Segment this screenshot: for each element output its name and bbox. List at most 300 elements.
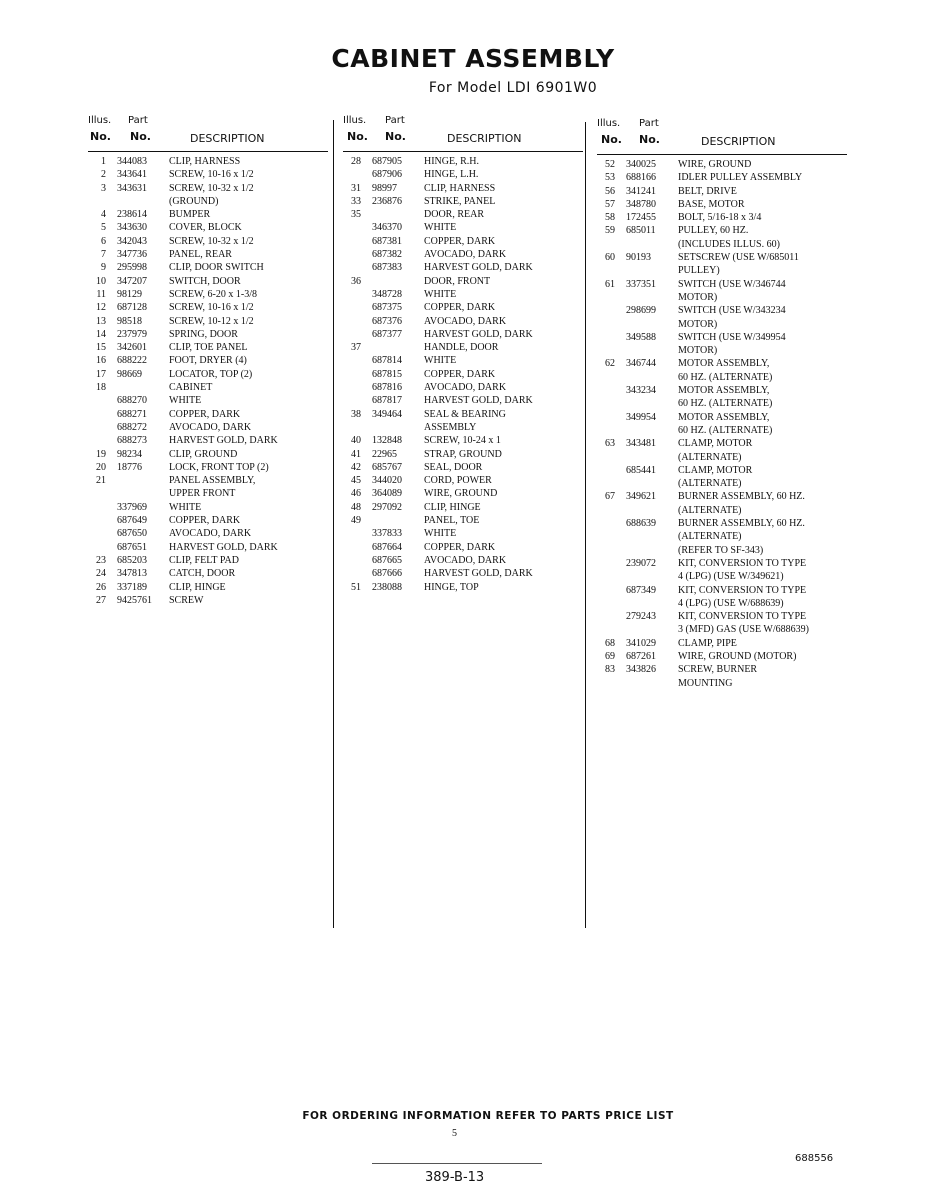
table-row (597, 304, 847, 317)
part-description: SWITCH (USE W/346744 (678, 278, 786, 290)
part-description: BOLT, 5/16-18 x 3/4 (678, 212, 762, 224)
part-number: 687651 (117, 541, 147, 553)
table-row (597, 344, 847, 357)
illus-number: 2 (101, 169, 106, 181)
illus-number: 83 (605, 664, 615, 676)
table-row (88, 554, 328, 567)
illus-number: 57 (605, 198, 615, 210)
table-row (88, 168, 328, 181)
part-description: WHITE (169, 501, 202, 513)
table-row (597, 597, 847, 610)
table-row (597, 623, 847, 636)
part-description: (INCLUDES ILLUS. 60) (678, 238, 780, 250)
table-row (343, 182, 583, 195)
part-description: HINGE, R.H. (424, 156, 479, 167)
table-row (597, 677, 847, 690)
part-description: COPPER, DARK (424, 235, 496, 247)
part-description: CLIP, HINGE (169, 581, 226, 593)
part-number: 346744 (626, 358, 656, 370)
table-row (597, 464, 847, 477)
illus-number: 41 (351, 448, 361, 460)
part-description: WIRE, GROUND (678, 159, 752, 170)
part-number: 298699 (626, 305, 656, 317)
table-row (343, 527, 583, 540)
part-description: HINGE, L.H. (424, 169, 479, 181)
table-row (597, 584, 847, 597)
illus-number: 13 (96, 315, 106, 327)
part-number: 295998 (117, 262, 147, 274)
part-description: LOCK, FRONT TOP (2) (169, 461, 269, 473)
part-description: BASE, MOTOR (678, 198, 745, 210)
part-number: 688273 (117, 435, 147, 447)
table-row (343, 448, 583, 461)
part-number: 685441 (626, 464, 656, 476)
part-description: BELT, DRIVE (678, 185, 737, 197)
table-row (597, 171, 847, 184)
table-row (597, 451, 847, 464)
part-label: Part (639, 118, 659, 129)
part-description: HARVEST GOLD, DARK (169, 435, 278, 447)
table-row (343, 221, 583, 234)
part-description: COVER, BLOCK (169, 222, 242, 234)
part-number: 688271 (117, 408, 147, 420)
part-label: Part (128, 115, 148, 126)
table-row (343, 248, 583, 261)
illus-no-label: No. (347, 130, 368, 143)
table-row (597, 411, 847, 424)
part-number: 98669 (117, 368, 142, 380)
part-description: WHITE (424, 288, 457, 300)
part-description: KIT, CONVERSION TO TYPE (678, 584, 807, 596)
part-description: HARVEST GOLD, DARK (424, 328, 533, 340)
illus-number: 56 (605, 185, 615, 197)
table-row (597, 517, 847, 530)
part-number: 341029 (626, 637, 656, 649)
table-row (343, 461, 583, 474)
part-description: COPPER, DARK (424, 541, 496, 553)
illus-number: 62 (605, 358, 615, 370)
part-description: FOOT, DRYER (4) (169, 355, 247, 367)
part-number: 9425761 (117, 594, 152, 606)
illus-number: 16 (96, 355, 106, 367)
table-row (88, 527, 328, 540)
part-number: 348728 (372, 288, 402, 300)
part-number: 687649 (117, 515, 147, 527)
description-label: DESCRIPTION (447, 132, 522, 145)
table-row (88, 235, 328, 248)
illus-number: 23 (96, 554, 106, 566)
illus-number: 58 (605, 212, 615, 224)
table-row (597, 663, 847, 676)
part-description: WHITE (169, 395, 202, 407)
part-description: AVOCADO, DARK (169, 421, 252, 433)
part-number: 687382 (372, 249, 402, 261)
part-number: 687375 (372, 302, 402, 314)
part-number: 237979 (117, 328, 147, 340)
illus-number: 12 (96, 302, 106, 314)
part-number: 685011 (626, 225, 656, 237)
table-row (597, 264, 847, 277)
part-description: WHITE (424, 355, 457, 367)
description-label: DESCRIPTION (701, 135, 776, 148)
table-row (88, 381, 328, 394)
illus-label: Illus. (597, 118, 621, 129)
part-description: 4 (LPG) (USE W/349621) (678, 571, 784, 583)
part-description: SCREW, 10-24 x 1 (424, 435, 501, 447)
table-row (597, 437, 847, 450)
table-row (88, 501, 328, 514)
table-row (88, 182, 328, 195)
illus-number: 7 (101, 249, 106, 261)
table-row (88, 208, 328, 221)
part-number: 687816 (372, 382, 402, 394)
table-row (597, 357, 847, 370)
part-description: CLIP, HINGE (424, 501, 481, 513)
part-number: 685203 (117, 554, 147, 566)
table-row (88, 301, 328, 314)
part-description: WIRE, GROUND (MOTOR) (678, 650, 797, 662)
table-row (343, 235, 583, 248)
part-number: 343826 (626, 664, 656, 676)
part-description: MOTOR ASSEMBLY, (678, 358, 770, 370)
illus-number: 11 (96, 288, 106, 300)
part-number: 364089 (372, 488, 402, 500)
table-row (343, 328, 583, 341)
table-row (88, 354, 328, 367)
table-row (597, 158, 847, 171)
illus-number: 26 (96, 581, 106, 593)
part-number: 687261 (626, 650, 656, 662)
part-description: PANEL, TOE (424, 515, 480, 527)
part-description: DOOR, REAR (424, 209, 485, 221)
table-row (88, 221, 328, 234)
part-description: SCREW, 10-12 x 1/2 (169, 315, 254, 327)
part-number: 98518 (117, 315, 142, 327)
illus-number: 18 (96, 382, 106, 394)
part-description: SCREW, 10-32 x 1/2 (169, 235, 254, 247)
part-number: 347736 (117, 249, 147, 261)
table-row (343, 368, 583, 381)
table-row (88, 368, 328, 381)
part-description: SWITCH (USE W/343234 (678, 305, 786, 317)
part-description: (ALTERNATE) (678, 531, 742, 543)
table-row (88, 195, 328, 208)
illus-number: 10 (96, 275, 106, 287)
table-row (343, 487, 583, 500)
part-number: 349954 (626, 411, 656, 423)
part-description: MOUNTING (678, 677, 733, 689)
table-row (88, 581, 328, 594)
table-row (597, 291, 847, 304)
table-row (88, 474, 328, 487)
part-description: MOTOR) (678, 318, 718, 330)
description-label: DESCRIPTION (190, 132, 265, 145)
part-description: SCREW, 10-16 x 1/2 (169, 302, 254, 314)
parts-column-3 (597, 118, 847, 690)
part-description: HARVEST GOLD, DARK (424, 395, 533, 407)
table-row (343, 567, 583, 580)
table-row (88, 408, 328, 421)
table-row (343, 421, 583, 434)
part-description: SWITCH, DOOR (169, 275, 241, 287)
table-row (343, 195, 583, 208)
part-number: 98997 (372, 182, 397, 194)
illus-number: 9 (101, 262, 106, 274)
part-description: SWITCH (USE W/349954 (678, 331, 786, 343)
part-description: CLAMP, PIPE (678, 637, 737, 649)
part-number: 349588 (626, 331, 656, 343)
illus-number: 31 (351, 182, 361, 194)
table-row (597, 610, 847, 623)
part-description: SCREW, 10-32 x 1/2 (169, 182, 254, 194)
illus-number: 45 (351, 475, 361, 487)
part-description: MOTOR) (678, 345, 718, 357)
illus-number: 36 (351, 275, 361, 287)
table-row (597, 185, 847, 198)
illus-number: 40 (351, 435, 361, 447)
illus-number: 28 (351, 156, 361, 167)
part-number: 239072 (626, 557, 656, 569)
part-number: 98129 (117, 288, 142, 300)
table-row (88, 275, 328, 288)
part-description: STRIKE, PANEL (424, 195, 496, 207)
part-number: 343481 (626, 438, 656, 450)
part-number: 687906 (372, 169, 402, 181)
part-number: 238614 (117, 209, 147, 221)
part-number: 340025 (626, 159, 656, 170)
part-description: CORD, POWER (424, 475, 492, 487)
part-label: Part (385, 115, 405, 126)
part-description: 3 (MFD) GAS (USE W/688639) (678, 624, 809, 636)
part-description: IDLER PULLEY ASSEMBLY (678, 172, 803, 184)
table-row (597, 477, 847, 490)
part-description: CATCH, DOOR (169, 568, 236, 580)
part-description: PULLEY) (678, 265, 720, 277)
illus-number: 46 (351, 488, 361, 500)
illus-number: 35 (351, 209, 361, 221)
part-description: AVOCADO, DARK (424, 249, 507, 261)
part-number: 337189 (117, 581, 147, 593)
part-description: 60 HZ. (ALTERNATE) (678, 424, 773, 436)
part-number: 132848 (372, 435, 402, 447)
column-divider (333, 120, 334, 928)
illus-number: 6 (101, 235, 106, 247)
part-number: 347207 (117, 275, 147, 287)
illus-number: 3 (101, 182, 106, 194)
part-description: COPPER, DARK (169, 515, 241, 527)
part-description: CLIP, DOOR SWITCH (169, 262, 264, 274)
part-number: 337351 (626, 278, 656, 290)
part-description: SEAL, DOOR (424, 461, 483, 473)
part-no-label: No. (639, 133, 660, 146)
part-description: BURNER ASSEMBLY, 60 HZ. (678, 491, 805, 503)
part-description: WHITE (424, 222, 457, 234)
illus-no-label: No. (601, 133, 622, 146)
illus-number: 14 (96, 328, 106, 340)
illus-number: 37 (351, 342, 361, 354)
part-description: 60 HZ. (ALTERNATE) (678, 398, 773, 410)
illus-number: 61 (605, 278, 615, 290)
part-description: WIRE, GROUND (424, 488, 498, 500)
part-number: 238088 (372, 581, 402, 593)
table-row (88, 487, 328, 500)
illus-number: 59 (605, 225, 615, 237)
part-description: BUMPER (169, 209, 211, 221)
part-number: 687817 (372, 395, 402, 407)
parts-list (88, 155, 328, 607)
part-number: 172455 (626, 212, 656, 224)
illus-number: 67 (605, 491, 615, 503)
illus-number: 20 (96, 461, 106, 473)
illus-number: 69 (605, 650, 615, 662)
part-description: HANDLE, DOOR (424, 342, 499, 354)
part-description: CLIP, TOE PANEL (169, 342, 248, 354)
table-row (88, 448, 328, 461)
table-row (88, 341, 328, 354)
table-row (597, 530, 847, 543)
part-description: LOCATOR, TOP (2) (169, 368, 253, 380)
part-number: 343641 (117, 169, 147, 181)
document-number: 688556 (795, 1153, 834, 1164)
table-row (343, 155, 583, 168)
part-no-label: No. (385, 130, 406, 143)
part-description: MOTOR) (678, 291, 718, 303)
table-row (597, 238, 847, 251)
part-description: DOOR, FRONT (424, 275, 491, 287)
part-number: 344083 (117, 156, 147, 167)
table-row (597, 278, 847, 291)
part-description: (REFER TO SF-343) (678, 544, 764, 556)
part-number: 687814 (372, 355, 402, 367)
part-description: UPPER FRONT (169, 488, 236, 500)
illus-number: 27 (96, 594, 106, 606)
part-number: 342601 (117, 342, 147, 354)
column-header (343, 115, 583, 152)
part-description: SCREW, 6-20 x 1-3/8 (169, 288, 257, 300)
table-row (343, 288, 583, 301)
part-number: 98234 (117, 448, 142, 460)
table-row (597, 570, 847, 583)
part-number: 349621 (626, 491, 656, 503)
table-row (597, 650, 847, 663)
part-description: COPPER, DARK (424, 302, 496, 314)
illus-no-label: No. (90, 130, 111, 143)
illus-number: 53 (605, 172, 615, 184)
part-description: MOTOR ASSEMBLY, (678, 385, 770, 397)
part-description: SETSCREW (USE W/685011 (678, 252, 799, 264)
part-description: SCREW (169, 594, 204, 606)
part-description: CLIP, HARNESS (169, 156, 241, 167)
parts-column-2 (343, 115, 583, 594)
part-number: 688166 (626, 172, 656, 184)
part-number: 687349 (626, 584, 656, 596)
table-row (88, 315, 328, 328)
part-number: 236876 (372, 195, 402, 207)
illus-number: 68 (605, 637, 615, 649)
table-row (597, 198, 847, 211)
table-row (343, 434, 583, 447)
table-row (88, 155, 328, 168)
part-description: HARVEST GOLD, DARK (424, 262, 533, 274)
part-description: CLIP, GROUND (169, 448, 238, 460)
part-number: 346370 (372, 222, 402, 234)
part-description: (ALTERNATE) (678, 478, 742, 490)
part-number: 343631 (117, 182, 147, 194)
table-row (597, 224, 847, 237)
part-description: AVOCADO, DARK (424, 382, 507, 394)
part-number: 687665 (372, 554, 402, 566)
table-row (597, 371, 847, 384)
illus-number: 15 (96, 342, 106, 354)
part-description: PANEL, REAR (169, 249, 232, 261)
part-description: COPPER, DARK (424, 368, 496, 380)
part-description: HINGE, TOP (424, 581, 479, 593)
illus-number: 63 (605, 438, 615, 450)
table-row (88, 434, 328, 447)
part-description: (ALTERNATE) (678, 451, 742, 463)
part-number: 688270 (117, 395, 147, 407)
illus-number: 19 (96, 448, 106, 460)
page-number: 5 (452, 1128, 457, 1139)
part-description: CLAMP, MOTOR (678, 464, 753, 476)
part-description: CLIP, FELT PAD (169, 554, 239, 566)
illus-number: 4 (101, 209, 106, 221)
table-row (343, 208, 583, 221)
parts-column-1 (88, 115, 328, 607)
table-row (88, 541, 328, 554)
part-number: 687376 (372, 315, 402, 327)
illus-number: 5 (101, 222, 106, 234)
part-number: 279243 (626, 611, 656, 623)
document-stamp: 389-B-13 (425, 1170, 485, 1185)
part-description: PULLEY, 60 HZ. (678, 225, 749, 237)
part-description: MOTOR ASSEMBLY, (678, 411, 770, 423)
table-row (88, 421, 328, 434)
table-row (343, 315, 583, 328)
part-number: 90193 (626, 252, 651, 264)
part-number: 687664 (372, 541, 402, 553)
table-row (597, 331, 847, 344)
table-row (88, 394, 328, 407)
part-number: 688222 (117, 355, 147, 367)
illus-label: Illus. (343, 115, 367, 126)
table-row (597, 544, 847, 557)
table-row (88, 461, 328, 474)
illus-number: 17 (96, 368, 106, 380)
part-number: 337969 (117, 501, 147, 513)
illus-number: 42 (351, 461, 361, 473)
part-number: 687128 (117, 302, 147, 314)
part-description: ASSEMBLY (424, 421, 477, 433)
table-row (88, 248, 328, 261)
illus-number: 33 (351, 195, 361, 207)
column-divider (585, 122, 586, 928)
part-description: BURNER ASSEMBLY, 60 HZ. (678, 518, 805, 530)
table-row (343, 341, 583, 354)
table-row (597, 318, 847, 331)
table-row (343, 501, 583, 514)
part-number: 344020 (372, 475, 402, 487)
column-header (597, 118, 847, 155)
part-no-label: No. (130, 130, 151, 143)
part-description: AVOCADO, DARK (424, 554, 507, 566)
part-description: (GROUND) (169, 195, 219, 207)
table-row (597, 211, 847, 224)
table-row (597, 490, 847, 503)
parts-list (343, 155, 583, 594)
part-description: SPRING, DOOR (169, 328, 238, 340)
part-number: 342043 (117, 235, 147, 247)
